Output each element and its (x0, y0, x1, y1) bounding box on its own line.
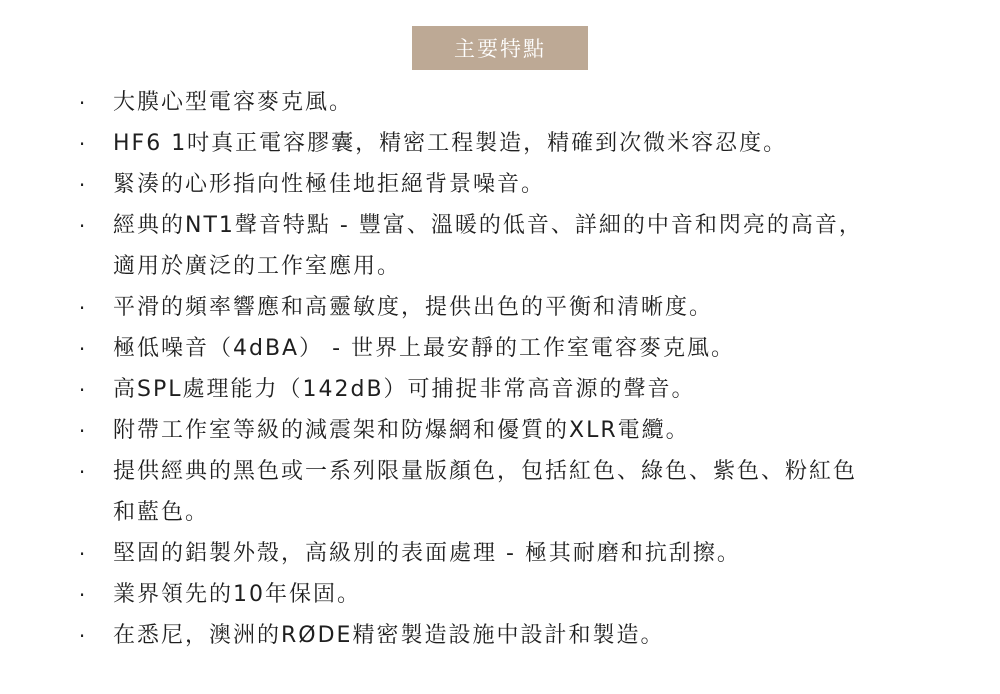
bullet-dot-icon: · (78, 173, 88, 197)
feature-text-continued: 適用於廣泛的工作室應用。 (113, 254, 402, 279)
feature-item (70, 289, 950, 327)
feature-text: HF6 1吋真正電容膠囊，精密工程製造，精確到次微米容忍度。 (113, 131, 788, 156)
bullet-dot-icon: · (78, 460, 88, 484)
bullet-dot-icon: · (78, 214, 88, 238)
feature-text-continued: 和藍色。 (113, 500, 210, 525)
section-title-banner (412, 26, 588, 70)
bullet-dot-icon: · (78, 419, 88, 443)
feature-item (70, 330, 950, 368)
feature-text: 高SPL處理能力（142dB）可捕捉非常高音源的聲音。 (113, 377, 696, 402)
feature-text: 堅固的鋁製外殼，高級別的表面處理 - 極其耐磨和抗刮擦。 (113, 541, 741, 566)
bullet-dot-icon: · (78, 378, 88, 402)
feature-item (70, 125, 950, 163)
bullet-dot-icon: · (78, 583, 88, 607)
section-title: 主要特點 (454, 37, 546, 61)
bullet-dot-icon: · (78, 542, 88, 566)
feature-text: 緊湊的心形指向性極佳地拒絕背景噪音。 (113, 172, 546, 197)
feature-text: 提供經典的黑色或一系列限量版顏色，包括紅色、綠色、紫色、粉紅色 (113, 459, 858, 484)
feature-text: 經典的NT1聲音特點 - 豐富、溫暖的低音、詳細的中音和閃亮的高音， (113, 213, 863, 238)
feature-text: 平滑的頻率響應和高靈敏度，提供出色的平衡和清晰度。 (113, 295, 714, 320)
feature-text: 極低噪音（4dBA） - 世界上最安靜的工作室電容麥克風。 (113, 336, 736, 361)
feature-text: 附帶工作室等級的減震架和防爆網和優質的XLR電纜。 (113, 418, 690, 443)
feature-item (70, 535, 950, 573)
feature-text: 大膜心型電容麥克風。 (113, 90, 354, 115)
feature-list (70, 84, 950, 655)
bullet-dot-icon: · (78, 296, 88, 320)
bullet-dot-icon: · (78, 337, 88, 361)
feature-text: 業界領先的10年保固。 (113, 582, 361, 607)
feature-item (70, 412, 950, 450)
feature-item (70, 371, 950, 409)
feature-text: 在悉尼，澳洲的RØDE精密製造設施中設計和製造。 (113, 623, 665, 648)
feature-item (70, 84, 950, 122)
bullet-dot-icon: · (78, 624, 88, 648)
feature-item (70, 166, 950, 204)
feature-item (70, 453, 950, 532)
feature-item (70, 617, 950, 655)
bullet-dot-icon: · (78, 132, 88, 156)
bullet-dot-icon: · (78, 91, 88, 115)
feature-item (70, 207, 950, 286)
feature-item (70, 576, 950, 614)
